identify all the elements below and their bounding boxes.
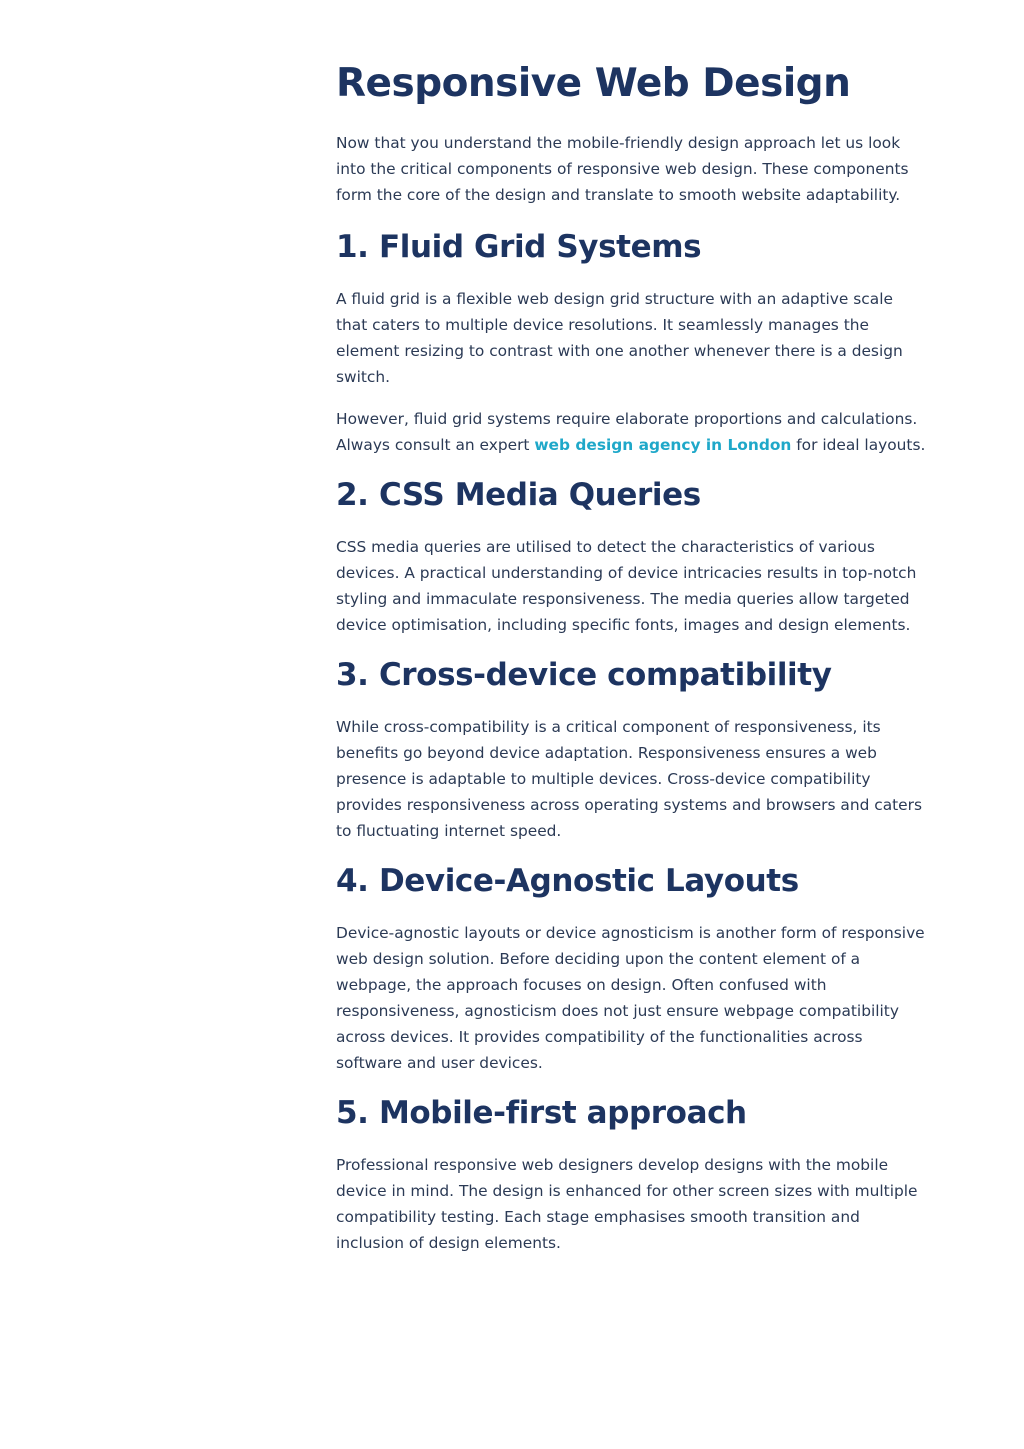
section-paragraph: While cross-compatibility is a critical component of responsiveness, its benefits go beyond device adaptation. Responsiveness ensures a web presence is adaptable to multiple devices. Cross-device compatibility provides responsiveness across operating systems and browsers and caters to fluctuating internet speed.	[336, 718, 922, 840]
page-title: Responsive Web Design	[336, 61, 851, 106]
section-device-agnostic	[336, 860, 926, 1076]
section-heading: 1. Fluid Grid Systems	[336, 229, 702, 265]
article	[336, 58, 926, 1274]
section-paragraph: Device-agnostic layouts or device agnosticism is another form of responsive web design solution. Before deciding upon the content element of a webpage, the approach focuses on design. Often confused with responsiveness, agnosticism does not just ensure webpage compatibility across devices. It provides compatibility of the functionalities across software and user devices.	[336, 924, 925, 1072]
paragraph-text: However, fluid grid systems require elaborate proportions and calculations. Always consult an expert	[336, 410, 918, 454]
section-fluid-grid	[336, 226, 926, 458]
section-cross-device	[336, 654, 926, 844]
web-design-agency-link[interactable]: web design agency in London	[534, 436, 792, 454]
intro-paragraph: Now that you understand the mobile-friendly design approach let us look into the critical components of responsive web design. These components form the core of the design and translate to smooth website adaptability.	[336, 134, 909, 204]
section-mobile-first	[336, 1092, 926, 1256]
paragraph-text: for ideal layouts.	[791, 436, 926, 454]
section-heading: 5. Mobile-first approach	[336, 1095, 747, 1131]
section-paragraph: CSS media queries are utilised to detect the characteristics of various devices. A practical understanding of device intricacies results in top-notch styling and immaculate responsiveness. The media queries allow targeted device optimisation, including specific fonts, images and design elements.	[336, 538, 917, 634]
section-paragraph: Professional responsive web designers develop designs with the mobile device in mind. The design is enhanced for other screen sizes with multiple compatibility testing. Each stage emphasises smooth transition and inclusion of design elements.	[336, 1156, 918, 1252]
section-heading: 4. Device-Agnostic Layouts	[336, 863, 799, 899]
section-paragraph-with-link	[336, 406, 926, 458]
section-heading: 3. Cross-device compatibility	[336, 657, 832, 693]
section-heading: 2. CSS Media Queries	[336, 477, 701, 513]
section-css-media-queries	[336, 474, 926, 638]
section-paragraph: A fluid grid is a flexible web design grid structure with an adaptive scale that caters to multiple device resolutions. It seamlessly manages the element resizing to contrast with one another whenever there is a design switch.	[336, 290, 903, 386]
